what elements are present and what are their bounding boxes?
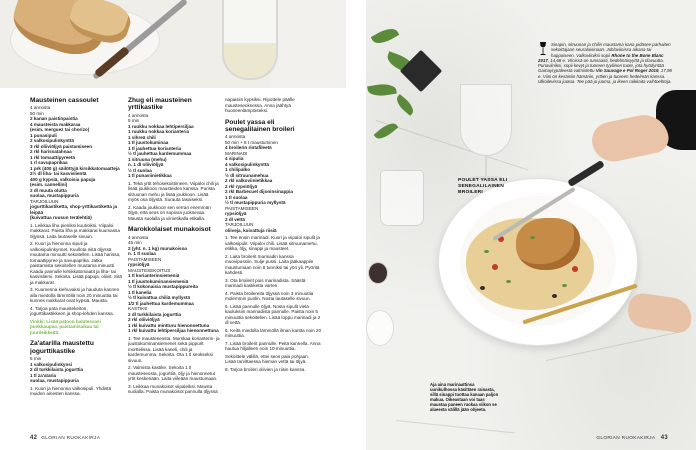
olive-bowl	[368, 262, 388, 284]
wine-glass-icon	[538, 42, 548, 56]
recipe-column-2: Zhug eli mausteinen yrttikastike 4 annosta 5 min 1 ruukku nokkaa lehtipersiljaa 1 ruukku nokkaa korianteria 1 vihreä chili 1 tl juustokuminaa 1 tl jauhettua korianteria ½ tl jauhettua kardemummaa 1 sitruuna (mehu) n. 1 dl oliiviöljyä ½ tl suolaa 1 tl punaviinietikkaa 1. Tekä yrtit tehosekoittimeen. Viipaloi chili ja lisää joukkoon mausteiden kanssa. Purista sitruunan mehu ja lisää joukkoon. Lisää myös osa öljystä. Surauta tasaiseksi. 2. Kaada joukkoon sen verran enemmän öljyä, että seos on sopivan juoksevaa. Mausta suolalla ja viinietikalla etikalla. Marokkolaiset munakoisot 4 annosta 45 min 2 (yht. n. 1 kg) munakoisoa n. 1 tl suolaa PAISTAMISEEN rypsiöljyä MAUSTESEKOITUS 1 tl korianterinsiemeniä 1 tl juustokuminansiemeniä ½ tl kokonaisia mustapippureita 1 tl kanelia ½ tl kuivattua chiliä myllystä 1/2 tl jauhettua kardemummaa KASTIKE 2 dl turkkilaista jogurttia 2 rkl oliiviöljyä 1 rkl kuivattu mintturu hienonnettuna 1 rkl kuivattu lehtipersiljaa hienonnettuna 1. Tee mausteseosta. Murskaa korianterin- ja juustokuminansiemenet sekä pippurit morttelissa. Lisää kaneli, chili ja kardemumma. Sekoita. Ota 1 tl seokseksi sivuun. 2. Valmista kastike. Sekoita 1 tl mausteseosta, jogurttiä, öljy ja hienonnetut yrtit keskenään. Laita viileään maustumaan. 3. Leikkaa munakoisot viipaleiksi. Mausta suolalla. Paista munakoisot pannulla öljyssä	[128, 97, 220, 395]
page-number: 43	[660, 435, 668, 441]
bread-photo	[0, 0, 346, 88]
salt-bowl	[366, 310, 394, 346]
wine-glass	[222, 0, 278, 80]
wine-name: Vin Sauvage e Pol Roger 2019	[595, 68, 659, 74]
publication-name: GLORIAN RUOKAKIRJA	[596, 436, 656, 441]
left-page	[0, 0, 346, 450]
page-folio	[596, 435, 668, 441]
page-gutter	[346, 0, 366, 450]
recipe-title: Mausteinen cassoulet	[30, 97, 99, 104]
recipe-title: Marokkolaiset munakoisot	[128, 226, 211, 234]
tip-text: Vinkki: Lisää patoon halutessasi punkkaupaa, paistamisaikaa tai juurileikkeitä.	[30, 318, 101, 335]
water-glass	[380, 170, 424, 226]
recipe-column-3: napaisiin kypsiksi. Ripottele päälle mausteseoksessa. Anna jäähtyä huoneenlämpöiseksi. Poulet yassa eli senegalilainen broileri 4 annosta 50 min + 8 t maustuminen 4 broilerin rintafileetä MARINADI 4 sipulia 4 valkosipulinkynttä 1 chilipalko ½ dl sitruunamehua 2 rkl valkoviinietikkaa 2 rkl rypsiöljyä 2 rkl Barbecuel dijoninsinappia 1 tl suolaa ½ tl mustapippuria myllystä PAISTAMISEEN rypsiöljyä 2 dl vettä TARJOILUUN oliiveja, kuivattuja riisiä 1. Tee ensin marinadi. Kuori ja viipaloi sipulit ja valkosipulit. Viipaloi chili. Lisää sitruunamehu, etikka, öljy, sinappi ja mausteet. 2. Laita broilerit marinadin kanssa muovipussiin. Sulje pussi. Laita jääkaappiin maustumaan noin 8 tunniksi tai yön yli. Pyöritä kahdesti. 3. Ota broilerit pois marinadista. Säästä marinadi kastiketta varten. 4. Paista broilereita öljyssä noin 3 minuuttia molemmin puolin. Nosta lautaselle sivuun. 5. Lisää pannulle öljyä. Nosta sipulit vielä kauluksiin marinadista pannulle. Paista noin 5 minuuttia sekoitellen. Lisää loppu marinadi ja 2 dl vettä. 6. Keitä miedolla lämmöllä ilman kantta noin 20 minuuttia. 7. Lisää broilerit pannulle. Peitä kannella. Anna hautua hiljalleen noin 10 minuuttia. Sekoittele välillä, ettei seos pala pohjaan. Lisää tarvittaessa hieman vettä tai öljyä. 8. Tarjoa broileri oliivien ja riisin kanssa.	[225, 97, 322, 372]
page-folio	[30, 435, 100, 441]
publication-name: GLORIAN RUOKAKIRJA	[41, 436, 101, 441]
wine-name: Rhone to the Bone Blanc 2017	[538, 52, 664, 63]
page-number: 42	[30, 435, 38, 441]
photo-label: POULET YASSA ELI SENEGALILAINEN BROILERI	[458, 178, 508, 195]
recipe-column-1: Mausteinen cassoulet 4 annosta 50 min 2 kanan paistinpaistia 4 mausteista makkaraa (esim. merguez tai chorizo) 1 punasipuli 2 valkosipulinkynttä 3 rkl oliiviöljyä paistamiseen 2 rkl harissatahnaa 1 rkl tomaattipyreetä 1 rl savupaprikaa 1 prk (400 g) säilöttyjä kirsikkatomaatteja 2½ dl liha- tai kasvislientä 400 g kypsiä, valkoisia papuja (esim. cannellini) 2 dl muuta olutta suolaa, mustapippuria TARJOILUUN jogurttikastiketta, shop-yrttikastiketta ja leipää (kuivattua ruusun terälehtiä) 1. Leikkaa liha pieniksi kuutioiksi. Viipaloi makkarat. Paista liha ja makkarat kuumassa öljyssä. Laita lautaselle sivuun. 2. Kuori ja hienonna sipuli ja valkosipulinkynnet. Kuullota niitä öljyssä muutama minuutti sekoitellen. Lisää harissa, tomaattipyree ja savupaprika. Jatka paistamista sekoitellen muutama minuutti. Kaada pannulle kirsikkatomaatit ja liha- tai kasvisliemi. Sekoita. Lisää papuja, oliivit. Sitä ja makkarat. 3. Kuumenna kiehuvaksi ja hauduta kannen alla miedolla lämmöllä noin 20 minuuttia tai kunnes makkarat ovat kypsiä. Mausta. 4. Tarjoa pata maustekeiton, jogurttikastikkeen ja shop-lehden kanssa. Vinkki: Lisää patoon halutessasi punkkaupaa, paistamisaikaa tai juurileikkeitä. Za'atarilla maustettu jogurttikastike 5 min 1 valkosipulinkynsi 2 dl turkkilaista jogurttia 1 tl za'ataria suolaa, mustapippuria 1. Kuori ja hienonna valkosipuli. Yhdistä muiden ainesten kanssa.	[30, 97, 122, 397]
photo-caption: Aja aina marinaattinsa uunikulhossa käsittäen rainasta, sillä sinappi tuottaa kanaan paljon makua. Oikeastaan voi taas maustaa paneen ruokaa viikon se alueesta välillä jään ohjeeta.	[430, 382, 499, 412]
ingredient-list: 2 kanan paistinpaistia 4 mausteista makkaraa (esim. merguez tai chorizo) 1 punasipuli 2 valkosipulinkynttä 3 rkl oliiviöljyä paistamiseen 2 rkl harissatahnaa 1 rkl tomaattipyreetä 1 rl savupaprikaa 1 prk (400 g) säilöttyjä kirsikkatomaatteja 2½ dl liha- tai kasvislientä 400 g kypsiä, valkoisia papuja (esim. cannellini) 2 dl muuta olutta suolaa, mustapippuria	[30, 116, 120, 199]
right-page	[366, 0, 696, 450]
wine-recommendation: Sinapin, sitruunan ja chilin maustama kana pidäsee parhaiten sekoittajaan seuralaisinaan. Juhlaviinissa aikana tai happoiseen. Valkoviiniksi sopii Rhone to the Bone Blanc 2017, 14,68 e. Viinissä on runsaasti, hedelmäisyyttä ja tilavuutta. Punaviiniksi, sopii kevyt ja tuoreen tyyliinen tuote, jota hyödyntää Gamayrypäleestä valmistettu Vin Sauvage e Pol Roger 2019, 17,98 e. Viini on kesäisiin hämäriin, yrttien ja tuoreen hedelmän kanssa. Ulkoilevissa juotua. Tee pää jo juoma, ja ikeen raikkaita vaihtoehtoja.	[538, 42, 672, 85]
recipe-title: Zhug eli mausteinen yrttikastike	[128, 97, 192, 112]
recipe-title: Za'atarilla maustettu jogurttikastike	[30, 340, 94, 355]
wine-glass	[460, 84, 512, 156]
recipe-title: Poulet yassa eli senegalilainen broileri	[225, 118, 295, 133]
